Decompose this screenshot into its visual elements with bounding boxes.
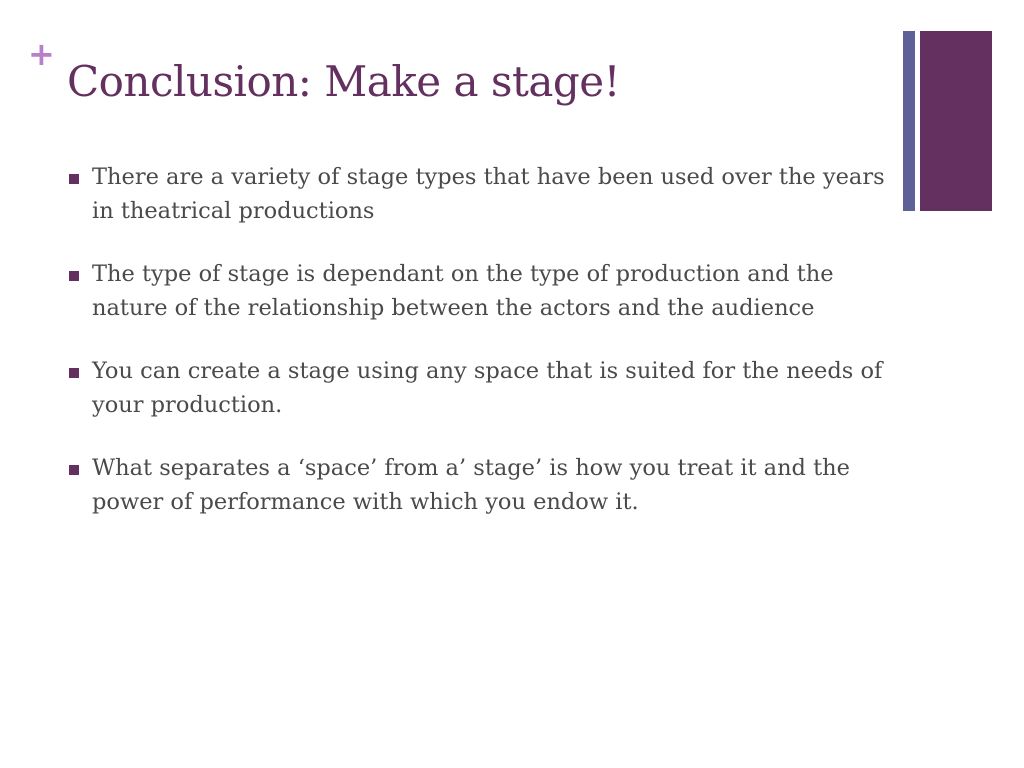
square-bullet-icon — [69, 271, 79, 281]
square-bullet-icon — [69, 465, 79, 475]
bullet-item — [66, 160, 896, 228]
bullet-text: You can create a stage using any space that is suited for the needs of your production. — [92, 358, 883, 418]
bullet-item — [66, 451, 896, 519]
bullet-item — [66, 257, 896, 325]
slide-title: Conclusion: Make a stage! — [67, 57, 620, 106]
decorative-bars — [903, 31, 992, 211]
bullet-item — [66, 354, 896, 422]
bullet-text: There are a variety of stage types that have been used over the years in theatrical productions — [92, 164, 885, 224]
plus-icon: + — [28, 35, 55, 73]
bullet-text: What separates a ‘space’ from a’ stage’ is how you treat it and the power of performance with which you endow it. — [92, 455, 850, 515]
bullet-text: The type of stage is dependant on the type of production and the nature of the relationship between the actors and the audience — [92, 261, 834, 321]
bullet-list — [66, 160, 896, 548]
decorative-thick-bar — [920, 31, 992, 211]
square-bullet-icon — [69, 368, 79, 378]
square-bullet-icon — [69, 174, 79, 184]
decorative-thin-bar — [903, 31, 915, 211]
